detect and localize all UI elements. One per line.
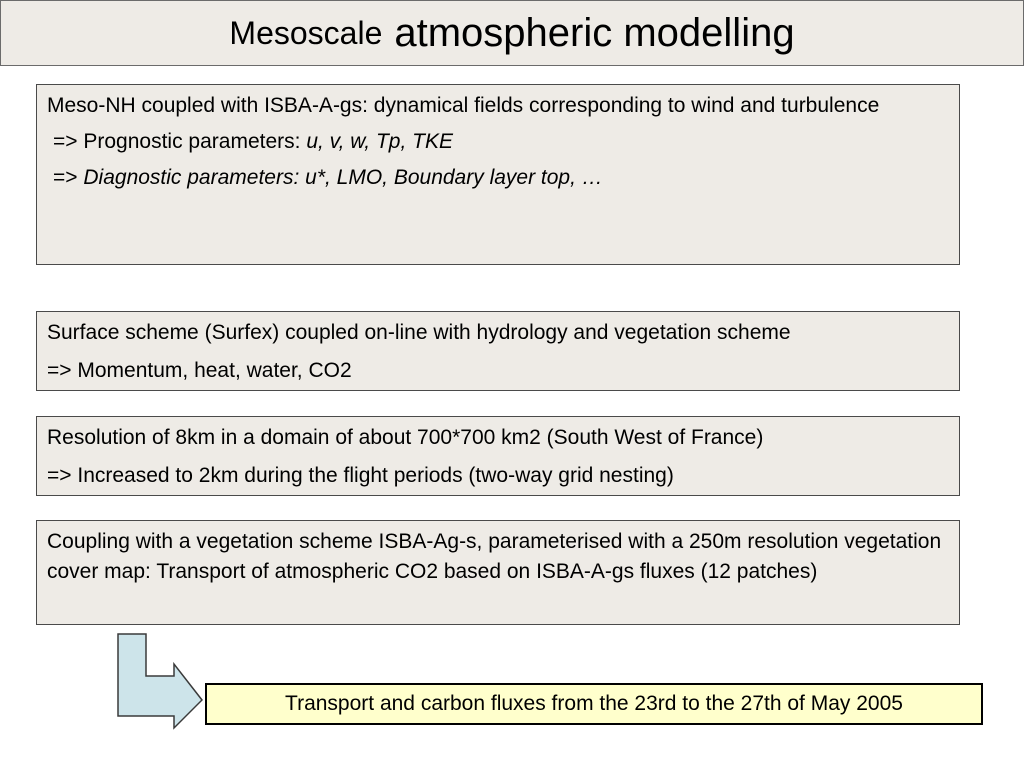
box-vegetation-coupling xyxy=(36,520,960,625)
box1-prog-values: u, v, w, Tp, TKE xyxy=(306,130,453,153)
box1-line1: Meso-NH coupled with ISBA-A-gs: dynamical fields corresponding to wind and turbulence xyxy=(47,94,880,117)
box3-line2 xyxy=(47,461,959,491)
box-meso-nh xyxy=(36,84,960,265)
box1-diag-prefix: => xyxy=(53,166,84,189)
box2-line1: Surface scheme (Surfex) coupled on-line with hydrology and vegetation scheme xyxy=(47,321,791,344)
box3-line2-prefix: => xyxy=(47,464,78,487)
result-box xyxy=(205,683,983,725)
box1-prognostic-line xyxy=(53,127,959,157)
title-part-1: Mesoscale xyxy=(229,14,383,51)
box1-prog-prefix: => xyxy=(53,130,84,153)
bent-arrow-icon xyxy=(114,632,206,730)
box4-text: Coupling with a vegetation scheme ISBA-Ag-s, parameterised with a 250m resolution vegetation cover map: Transport of atmospheric CO2 based on ISBA-A-gs fluxes (12 patches) xyxy=(47,530,942,583)
result-text: Transport and carbon fluxes from the 23rd to the 27th of May 2005 xyxy=(285,692,903,715)
box1-prog-label: Prognostic parameters: xyxy=(83,130,307,153)
title-part-2: atmospheric modelling xyxy=(394,10,795,55)
box-surface-scheme xyxy=(36,311,960,391)
slide-title xyxy=(0,0,1024,66)
box2-line2-prefix: => xyxy=(47,359,78,382)
box2-line2-text: Momentum, heat, water, CO2 xyxy=(77,359,352,382)
box-resolution xyxy=(36,416,960,496)
box3-line2-text: Increased to 2km during the flight periods (two-way grid nesting) xyxy=(77,464,674,487)
box2-line2 xyxy=(47,356,959,386)
box1-diag-text: Diagnostic parameters: u*, LMO, Boundary layer top, … xyxy=(83,166,603,189)
box1-diagnostic-line xyxy=(53,163,959,193)
box3-line1: Resolution of 8km in a domain of about 700*700 km2 (South West of France) xyxy=(47,426,764,449)
